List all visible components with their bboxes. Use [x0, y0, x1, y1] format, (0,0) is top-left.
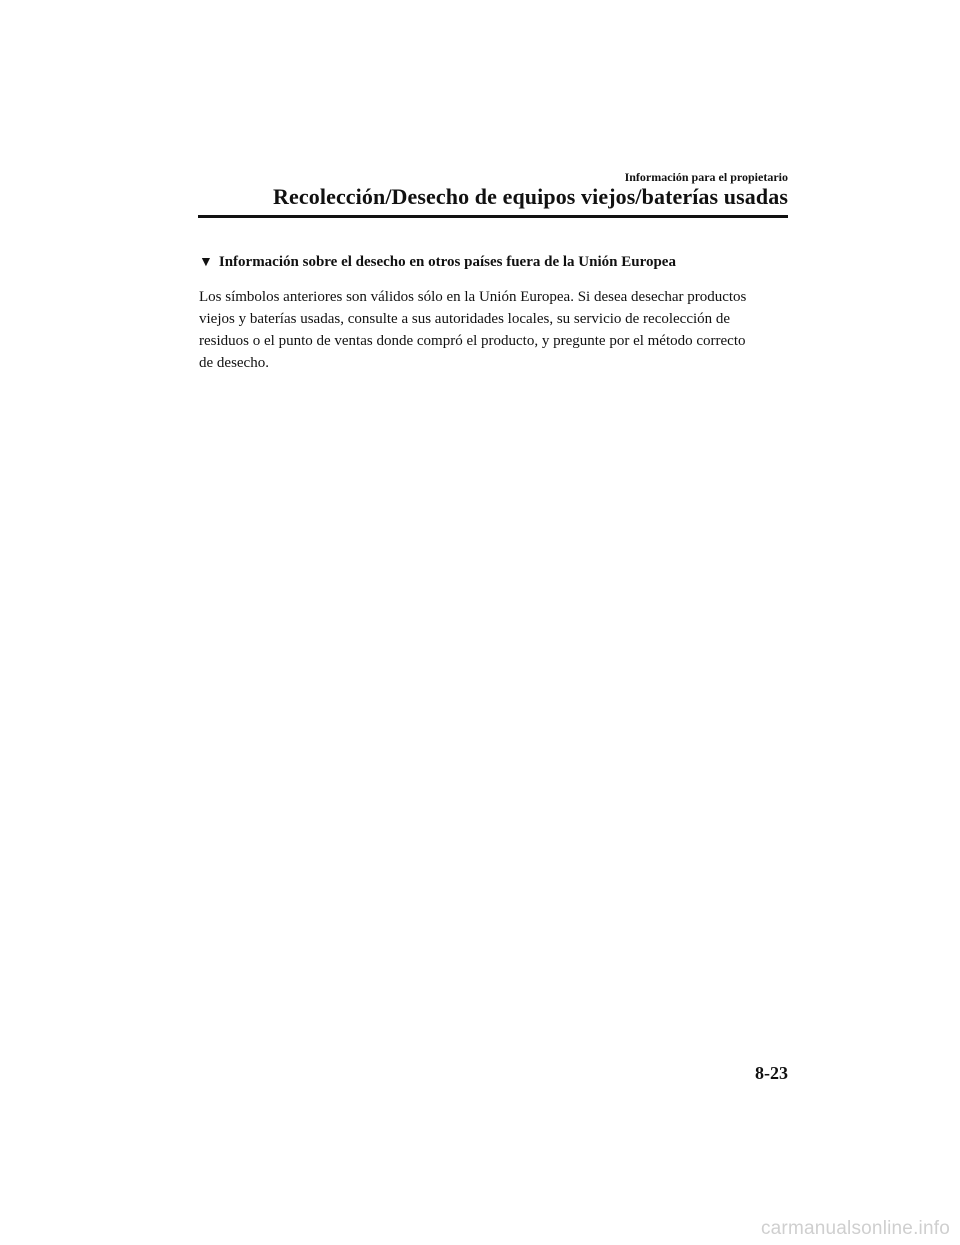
- section-heading: [199, 254, 676, 271]
- footer-watermark[interactable]: carmanualsonline.info: [760, 1218, 950, 1239]
- page-number: 8-23: [755, 1063, 788, 1083]
- body-line: de desecho.: [199, 355, 269, 371]
- body-line: viejos y baterías usadas, consulte a sus autoridades locales, su servicio de recolección de: [199, 311, 731, 327]
- triangle-down-icon: ▼: [199, 255, 213, 270]
- header-divider: [198, 215, 788, 218]
- page-title: Recolección/Desecho de equipos viejos/baterías usadas: [273, 184, 788, 209]
- body-paragraph: [199, 286, 789, 374]
- body-line: residuos o el punto de ventas donde compró el producto, y pregunte por el método correcto: [199, 333, 746, 349]
- header-section-label: Información para el propietario: [624, 170, 788, 184]
- body-line: Los símbolos anteriores son válidos sólo en la Unión Europea. Si desea desechar productos: [199, 289, 747, 305]
- section-heading-text: Información sobre el desecho en otros países fuera de la Unión Europea: [218, 254, 676, 270]
